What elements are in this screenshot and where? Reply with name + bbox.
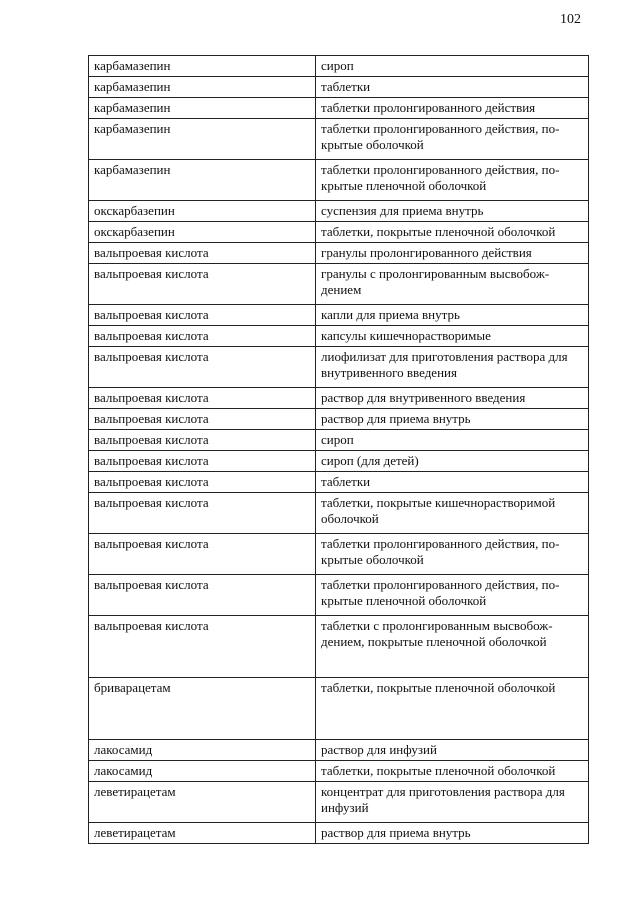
dosage-form-cell: раствор для приема внутрь bbox=[316, 409, 589, 430]
table-row bbox=[89, 243, 589, 264]
substance-cell: лакосамид bbox=[89, 761, 316, 782]
dosage-form-cell: таблетки bbox=[316, 472, 589, 493]
table-row bbox=[89, 56, 589, 77]
table-row bbox=[89, 493, 589, 534]
substance-cell: карбамазепин bbox=[89, 98, 316, 119]
dosage-form-cell: концентрат для приготовления раствора для инфузий bbox=[316, 782, 589, 823]
table-row bbox=[89, 472, 589, 493]
dosage-form-cell: таблетки пролонгированного действия, по-крытые оболочкой bbox=[316, 119, 589, 160]
substance-cell: вальпроевая кислота bbox=[89, 264, 316, 305]
substance-cell: вальпроевая кислота bbox=[89, 451, 316, 472]
substance-cell: вальпроевая кислота bbox=[89, 326, 316, 347]
dosage-form-cell: раствор для инфузий bbox=[316, 740, 589, 761]
dosage-form-cell: таблетки пролонгированного действия bbox=[316, 98, 589, 119]
substance-cell: вальпроевая кислота bbox=[89, 534, 316, 575]
dosage-form-cell: сироп (для детей) bbox=[316, 451, 589, 472]
table-row bbox=[89, 409, 589, 430]
dosage-form-cell: гранулы пролонгированного действия bbox=[316, 243, 589, 264]
substance-cell: вальпроевая кислота bbox=[89, 243, 316, 264]
substance-cell: карбамазепин bbox=[89, 56, 316, 77]
dosage-form-cell: таблетки пролонгированного действия, по-крытые пленочной оболочкой bbox=[316, 575, 589, 616]
table-row bbox=[89, 575, 589, 616]
dosage-form-cell: раствор для приема внутрь bbox=[316, 823, 589, 844]
table-body bbox=[89, 56, 589, 844]
substance-cell: карбамазепин bbox=[89, 119, 316, 160]
substance-cell: вальпроевая кислота bbox=[89, 347, 316, 388]
table-row bbox=[89, 222, 589, 243]
substance-cell: окскарбазепин bbox=[89, 201, 316, 222]
table-row bbox=[89, 119, 589, 160]
dosage-form-cell: таблетки с пролонгированным высвобож-дением, покрытые пленочной оболочкой bbox=[316, 616, 589, 678]
substance-cell: леветирацетам bbox=[89, 823, 316, 844]
table-row bbox=[89, 347, 589, 388]
dosage-form-cell: суспензия для приема внутрь bbox=[316, 201, 589, 222]
table-row bbox=[89, 77, 589, 98]
table-row bbox=[89, 782, 589, 823]
table-row bbox=[89, 160, 589, 201]
substance-cell: вальпроевая кислота bbox=[89, 493, 316, 534]
dosage-form-cell: капли для приема внутрь bbox=[316, 305, 589, 326]
table-row bbox=[89, 823, 589, 844]
substance-cell: вальпроевая кислота bbox=[89, 409, 316, 430]
substance-cell: лакосамид bbox=[89, 740, 316, 761]
table-row bbox=[89, 534, 589, 575]
dosage-form-cell: таблетки, покрытые пленочной оболочкой bbox=[316, 761, 589, 782]
substance-cell: окскарбазепин bbox=[89, 222, 316, 243]
substance-cell: бриварацетам bbox=[89, 678, 316, 740]
table-row bbox=[89, 98, 589, 119]
substance-cell: карбамазепин bbox=[89, 160, 316, 201]
dosage-form-cell: раствор для внутривенного введения bbox=[316, 388, 589, 409]
substance-cell: леветирацетам bbox=[89, 782, 316, 823]
table-row bbox=[89, 451, 589, 472]
table-row bbox=[89, 761, 589, 782]
dosage-form-cell: таблетки bbox=[316, 77, 589, 98]
table-row bbox=[89, 388, 589, 409]
dosage-form-cell: гранулы с пролонгированным высвобож-дением bbox=[316, 264, 589, 305]
table-row bbox=[89, 264, 589, 305]
substance-cell: вальпроевая кислота bbox=[89, 575, 316, 616]
substance-cell: вальпроевая кислота bbox=[89, 305, 316, 326]
dosage-form-cell: таблетки пролонгированного действия, по-крытые пленочной оболочкой bbox=[316, 160, 589, 201]
table-row bbox=[89, 740, 589, 761]
table-row bbox=[89, 305, 589, 326]
substance-cell: карбамазепин bbox=[89, 77, 316, 98]
substance-cell: вальпроевая кислота bbox=[89, 430, 316, 451]
dosage-form-cell: капсулы кишечнорастворимые bbox=[316, 326, 589, 347]
table-row bbox=[89, 430, 589, 451]
substance-cell: вальпроевая кислота bbox=[89, 388, 316, 409]
dosage-form-cell: таблетки, покрытые кишечнорастворимой оболочкой bbox=[316, 493, 589, 534]
dosage-form-cell: сироп bbox=[316, 430, 589, 451]
dosage-form-cell: сироп bbox=[316, 56, 589, 77]
substance-cell: вальпроевая кислота bbox=[89, 472, 316, 493]
drug-form-table bbox=[88, 55, 589, 844]
dosage-form-cell: таблетки, покрытые пленочной оболочкой bbox=[316, 222, 589, 243]
dosage-form-cell: лиофилизат для приготовления раствора для внутривенного введения bbox=[316, 347, 589, 388]
table-row bbox=[89, 326, 589, 347]
dosage-form-cell: таблетки пролонгированного действия, по-крытые оболочкой bbox=[316, 534, 589, 575]
page-number: 102 bbox=[560, 12, 581, 27]
table-row bbox=[89, 616, 589, 678]
table-row bbox=[89, 678, 589, 740]
table-row bbox=[89, 201, 589, 222]
dosage-form-cell: таблетки, покрытые пленочной оболочкой bbox=[316, 678, 589, 740]
substance-cell: вальпроевая кислота bbox=[89, 616, 316, 678]
